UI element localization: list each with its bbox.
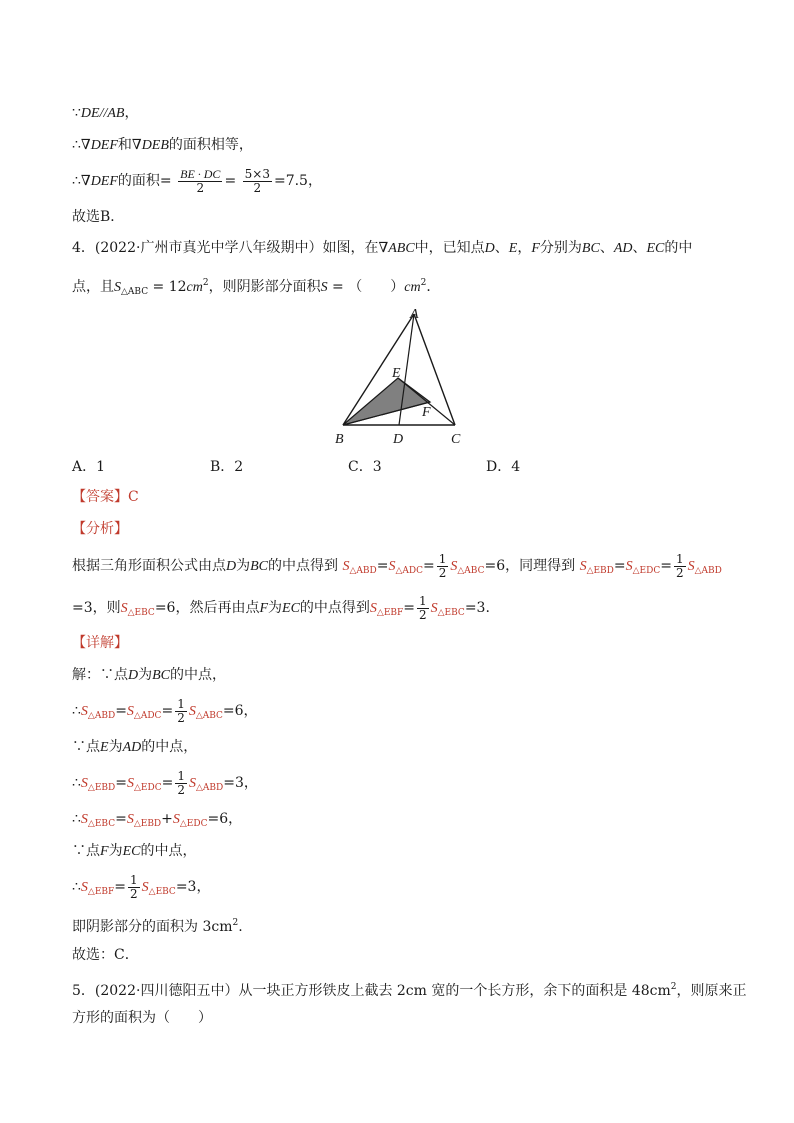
question-5-line-2: 方形的面积为（ ）: [72, 1010, 212, 1026]
label-f: F: [422, 405, 431, 420]
plus: +: [161, 811, 173, 827]
numerator: 1: [177, 768, 185, 783]
subscript: △EDC: [632, 566, 661, 576]
area-symbol: S: [114, 280, 121, 295]
text: 解：∵点: [72, 667, 128, 683]
fraction-half: [128, 874, 140, 901]
area-symbol: S: [450, 559, 458, 574]
numerator: 1: [130, 872, 138, 887]
detail-line-2: [72, 697, 258, 730]
option-b: B．2: [210, 459, 244, 475]
result: =7.5，: [273, 173, 322, 189]
area-symbol: S: [579, 559, 587, 574]
segment-bc: BC: [581, 241, 600, 256]
denominator: 2: [419, 607, 427, 622]
label-d: D: [393, 432, 404, 447]
area-symbol: S: [625, 559, 633, 574]
text: 为: [138, 667, 153, 683]
area-symbol: S: [126, 704, 134, 719]
detail-line-9: 故选：C．: [72, 947, 139, 963]
label-a: A: [410, 307, 419, 322]
text: 为: [236, 558, 251, 574]
numerator: 1: [419, 593, 427, 608]
segment-ad: AD: [122, 740, 142, 755]
sep: 、: [599, 240, 614, 256]
option-d: D．4: [486, 459, 521, 475]
area-symbol: S: [80, 812, 88, 827]
text: 和: [117, 137, 132, 153]
detail-line-5: [72, 809, 242, 834]
text: .: [238, 919, 243, 935]
subscript: △EDC: [133, 783, 162, 793]
numerator: 1: [675, 551, 684, 566]
label-c: C: [451, 432, 461, 447]
text: 的中点，: [140, 843, 197, 859]
point-d: D: [226, 559, 237, 574]
subscript: △ADC: [395, 566, 423, 576]
subscript: △ABC: [195, 711, 223, 721]
superscript: 2: [670, 982, 677, 992]
segment-ec: EC: [646, 241, 665, 256]
detail-line-3: [72, 737, 197, 758]
label-e: E: [392, 366, 401, 381]
text: ∵点: [72, 843, 100, 859]
superscript: 2: [232, 918, 239, 928]
area-symbol: S: [126, 812, 134, 827]
equals: =: [376, 558, 389, 574]
text: 的面积=: [117, 173, 172, 189]
area-symbol: S: [342, 559, 350, 574]
text: 的中点，: [170, 667, 227, 683]
numerator: 1: [438, 551, 447, 566]
text: 的中点，: [141, 739, 198, 755]
sep: ，: [517, 240, 532, 256]
text: 即阴影部分的面积为 3cm: [72, 919, 233, 935]
denominator: 2: [177, 782, 185, 797]
text: ，则原来正: [676, 983, 747, 999]
equals: =: [115, 775, 127, 791]
area-symbol: S: [188, 776, 196, 791]
answer: [72, 487, 139, 507]
area-symbol: S: [430, 601, 438, 616]
denominator: 2: [130, 886, 138, 901]
text: 点，且: [72, 279, 114, 295]
area-symbol: S: [126, 776, 134, 791]
proof-line-1: [72, 103, 138, 124]
therefore-symbol: ∴: [72, 703, 81, 719]
subscript: △ABD: [694, 566, 722, 576]
segment-ad: AD: [613, 241, 633, 256]
text: =3，则: [72, 600, 121, 616]
fraction-5x3: [243, 168, 272, 195]
triangle-figure: [330, 300, 470, 450]
area-symbol: S: [80, 776, 88, 791]
therefore-symbol: ∴: [72, 775, 81, 791]
value: = 12: [148, 279, 187, 295]
proof-line-2: [72, 135, 253, 156]
equals: =: [423, 558, 435, 574]
area-symbol: S: [188, 704, 196, 719]
text: =6，同理得到: [484, 558, 576, 574]
text: 分别为: [539, 240, 582, 256]
area-symbol: S: [80, 704, 88, 719]
numerator: 5×3: [244, 166, 270, 181]
text: =6，然后再由点: [154, 600, 260, 616]
text: =6，: [222, 703, 258, 719]
sep: 、: [632, 240, 647, 256]
question-5-line-1: [72, 977, 747, 1001]
area-symbol: S: [320, 280, 328, 295]
answer-text: 【答案】C: [72, 489, 139, 505]
subscript: △EBC: [148, 887, 176, 897]
unit: cm: [404, 280, 421, 295]
detail-line-4: [72, 769, 258, 802]
equals: =: [613, 558, 626, 574]
segment-ec: EC: [122, 844, 141, 859]
subscript: △ABD: [195, 783, 224, 793]
numerator: 1: [177, 696, 185, 711]
point-f: F: [531, 241, 540, 256]
area-symbol: S: [388, 559, 396, 574]
subscript: △EBC: [437, 608, 465, 618]
detail-line-1: [72, 665, 226, 686]
text: 为: [108, 739, 123, 755]
subscript: △ABD: [87, 711, 116, 721]
text: ∵点: [72, 739, 100, 755]
analysis-line-1: [72, 552, 722, 585]
shaded-triangle-ebf: [343, 378, 430, 425]
detail-title: 【详解】: [72, 635, 128, 651]
area-symbol: S: [141, 880, 149, 895]
subscript: △ABC: [121, 287, 149, 297]
therefore-symbol: ∴: [72, 137, 81, 153]
text: 4．(2022·广州市真光中学八年级期中）如图，在: [72, 240, 379, 256]
triangle-def: ∇DEF: [80, 174, 118, 189]
question-4-line-2: [72, 273, 440, 302]
denominator: 2: [438, 565, 447, 580]
denominator: 2: [253, 180, 262, 195]
subscript: △EDC: [179, 819, 208, 829]
option-a: A．1: [72, 459, 106, 475]
text: ，则阴影部分面积: [208, 279, 321, 295]
point-e: E: [100, 740, 109, 755]
point-d: D: [484, 241, 495, 256]
point-f: F: [259, 601, 269, 616]
subscript: △EBD: [87, 783, 116, 793]
text: 的中点得到: [268, 558, 339, 574]
subscript: △EBF: [376, 608, 404, 618]
because-symbol: ∵: [72, 105, 81, 121]
text: 为: [108, 843, 123, 859]
sep: 、: [494, 240, 509, 256]
area-symbol: S: [172, 812, 180, 827]
detail-line-7: [72, 873, 210, 906]
area-symbol: S: [687, 559, 695, 574]
unit: cm: [186, 280, 203, 295]
choice-line: 故选B．: [72, 209, 125, 225]
triangle-deb: ∇DEB: [131, 138, 169, 153]
text: 根据三角形面积公式由点: [72, 558, 226, 574]
equals: =: [224, 173, 237, 189]
superscript: 2: [202, 278, 209, 288]
denominator: 2: [177, 710, 185, 725]
area-symbol: S: [369, 601, 377, 616]
equals: =: [161, 775, 174, 791]
area-symbol: S: [80, 880, 88, 895]
segment-ec: EC: [282, 601, 300, 616]
fraction-half: [417, 595, 429, 622]
subscript: △EBD: [586, 566, 614, 576]
fraction-half: [175, 770, 187, 797]
fraction-half: [437, 553, 449, 580]
subscript: △ABC: [457, 566, 485, 576]
text: 为: [268, 600, 283, 616]
therefore-symbol: ∴: [72, 173, 81, 189]
analysis-title: 【分析】: [72, 521, 128, 537]
proof-line-3: [72, 166, 322, 197]
detail-line-6: [72, 841, 196, 862]
subscript: △EBC: [87, 819, 116, 829]
subscript: △EBF: [87, 887, 115, 897]
denominator: 2: [675, 565, 684, 580]
text: =3，: [175, 879, 211, 895]
question-4-line-1: [72, 238, 692, 259]
point-f: F: [100, 844, 109, 859]
triangle-def: ∇DEF: [80, 138, 118, 153]
text: =3.: [464, 600, 490, 616]
segment-bc: BC: [250, 559, 269, 574]
text: 中，已知点: [414, 240, 485, 256]
analysis-line-2: [72, 594, 490, 627]
equals: =: [115, 703, 127, 719]
text: =6，: [207, 811, 243, 827]
text: 的中: [664, 240, 693, 256]
equals: =: [161, 703, 174, 719]
fraction-half: [674, 553, 686, 580]
triangle-abc: ∇ABC: [378, 241, 415, 256]
subscript: △ADC: [133, 711, 162, 721]
equals: =: [403, 600, 415, 616]
text: =3，: [223, 775, 258, 791]
label-b: B: [335, 432, 344, 447]
blank: = （ ）: [327, 279, 405, 295]
text: ．: [426, 279, 441, 295]
detail-line-8: [72, 913, 243, 937]
numerator: BE · DC: [180, 166, 221, 181]
therefore-symbol: ∴: [72, 879, 81, 895]
segment-bc: BC: [152, 668, 171, 683]
fraction-half: [175, 698, 187, 725]
text: 的中点得到: [299, 600, 370, 616]
text: 5．(2022·四川德阳五中）从一块正方形铁皮上截去 2cm 宽的一个长方形，余下的面积是 48cm: [72, 983, 671, 999]
text: 的面积相等，: [168, 137, 253, 153]
equals: =: [114, 879, 127, 895]
point-e: E: [508, 241, 518, 256]
area-symbol: S: [120, 601, 128, 616]
punct: ，: [124, 105, 139, 121]
subscript: △EBC: [127, 608, 155, 618]
therefore-symbol: ∴: [72, 811, 81, 827]
subscript: △ABD: [349, 566, 377, 576]
subscript: △EBD: [133, 819, 162, 829]
parallel-expression: DE//AB: [80, 106, 125, 121]
denominator: 2: [196, 180, 205, 195]
fraction-be-dc: [178, 168, 222, 195]
equals: =: [660, 558, 672, 574]
superscript: 2: [420, 278, 427, 288]
option-c: C．3: [348, 459, 382, 475]
equals: =: [115, 811, 127, 827]
point-d: D: [128, 668, 139, 683]
